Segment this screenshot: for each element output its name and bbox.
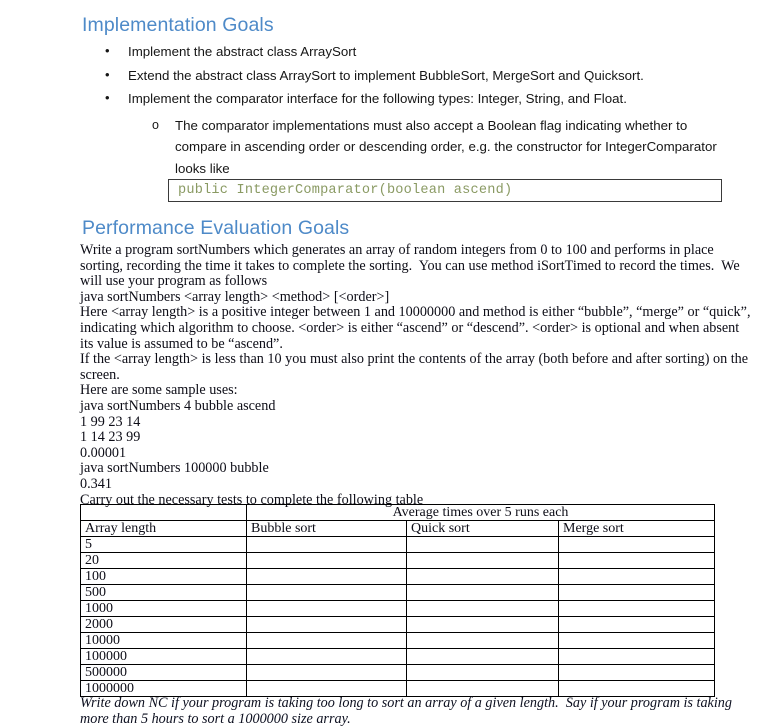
table-column-header-bubble-sort: Bubble sort: [247, 521, 407, 537]
list-item: [81, 68, 741, 83]
cell-array-length: 1000: [81, 601, 247, 617]
cell-bubble-sort[interactable]: [247, 553, 407, 569]
body-line: will use your program as follows: [80, 273, 268, 290]
table-cell-empty: [81, 505, 247, 521]
body-line: Here <array length> is a positive integer between 1 and 10000000 and method is either “bubble”, “merge” or “quick”,: [80, 304, 751, 321]
cell-array-length: 500000: [81, 665, 247, 681]
table-row: [81, 633, 715, 649]
table-row: [81, 553, 715, 569]
sub-list-item: [81, 115, 741, 180]
performance-body-text: [80, 242, 751, 508]
cell-bubble-sort[interactable]: [247, 633, 407, 649]
cell-quick-sort[interactable]: [407, 617, 559, 633]
cell-merge-sort[interactable]: [559, 649, 715, 665]
bullet-circle-icon: o: [152, 117, 159, 132]
cell-bubble-sort[interactable]: [247, 601, 407, 617]
average-times-table: [80, 504, 715, 697]
body-line: sorting, recording the time it takes to complete the sorting. You can use method iSortTimed to record the times. We: [80, 257, 740, 274]
cell-quick-sort[interactable]: [407, 665, 559, 681]
cell-quick-sort[interactable]: [407, 633, 559, 649]
list-item-label: Implement the comparator interface for the following types: Integer, String, and Float.: [128, 91, 627, 106]
body-line: 0.341: [80, 475, 112, 492]
body-line: screen.: [80, 366, 120, 383]
body-line: 1 14 23 99: [80, 429, 141, 446]
table-row: [81, 569, 715, 585]
table-column-header-merge-sort: Merge sort: [559, 521, 715, 537]
cell-merge-sort[interactable]: [559, 665, 715, 681]
cell-merge-sort[interactable]: [559, 585, 715, 601]
table-row: [81, 537, 715, 553]
table-row: [81, 601, 715, 617]
cell-merge-sort[interactable]: [559, 617, 715, 633]
cell-bubble-sort[interactable]: [247, 617, 407, 633]
list-item-label: Implement the abstract class ArraySort: [128, 44, 357, 59]
list-item: [81, 44, 741, 59]
cell-quick-sort[interactable]: [407, 569, 559, 585]
body-line: indicating which algorithm to choose. <order> is either “ascend” or “descend”. <order> is optional and when absent: [80, 319, 740, 336]
cell-array-length: 1000000: [81, 681, 247, 697]
cell-array-length: 100: [81, 569, 247, 585]
body-line: Here are some sample uses:: [80, 382, 238, 399]
footer-line: more than 5 hours to sort a 1000000 size array.: [80, 710, 351, 727]
cell-array-length: 500: [81, 585, 247, 601]
table-row: [81, 649, 715, 665]
cell-quick-sort[interactable]: [407, 601, 559, 617]
sub-list-item-label: The comparator implementations must also accept a Boolean flag indicating whether to compare in ascending order or descending order, e.g. the constructor for IntegerComparator looks like: [175, 117, 717, 176]
table-row: [81, 665, 715, 681]
table-row-group-header: [81, 505, 715, 521]
body-line: java sortNumbers 4 bubble ascend: [80, 397, 276, 414]
list-item-label: Extend the abstract class ArraySort to implement BubbleSort, MergeSort and Quicksort.: [128, 67, 644, 83]
cell-quick-sort[interactable]: [407, 649, 559, 665]
cell-merge-sort[interactable]: [559, 633, 715, 649]
body-line: If the <array length> is less than 10 you must also print the contents of the array (both before and after sorting) on the: [80, 351, 749, 368]
table-group-header-label: Average times over 5 runs each: [247, 505, 715, 521]
results-table-wrapper: [80, 504, 715, 697]
body-line: 1 99 23 14: [80, 413, 141, 430]
cell-bubble-sort[interactable]: [247, 569, 407, 585]
body-line: Write a program sortNumbers which generates an array of random integers from 0 to 100 and performs in place: [80, 242, 714, 258]
cell-bubble-sort[interactable]: [247, 649, 407, 665]
table-body: [81, 537, 715, 697]
cell-array-length: 20: [81, 553, 247, 569]
cell-bubble-sort[interactable]: [247, 665, 407, 681]
table-row: [81, 617, 715, 633]
table-column-header-array-length: Array length: [81, 521, 247, 537]
cell-array-length: 5: [81, 537, 247, 553]
table-row: [81, 585, 715, 601]
code-snippet-box: public IntegerComparator(boolean ascend): [168, 179, 722, 202]
body-line: java sortNumbers 100000 bubble: [80, 460, 269, 477]
performance-evaluation-goals-heading: Performance Evaluation Goals: [82, 217, 350, 239]
cell-merge-sort[interactable]: [559, 569, 715, 585]
cell-quick-sort[interactable]: [407, 585, 559, 601]
table-row-column-headers: [81, 521, 715, 537]
body-line: java sortNumbers <array length> <method> [<order>]: [80, 288, 390, 305]
body-line: Carry out the necessary tests to complete the following table: [80, 491, 424, 508]
cell-quick-sort[interactable]: [407, 537, 559, 553]
implementation-goals-heading: Implementation Goals: [82, 14, 274, 36]
cell-quick-sort[interactable]: [407, 553, 559, 569]
footer-note: [80, 695, 732, 727]
cell-merge-sort[interactable]: [559, 553, 715, 569]
bullet-dot-icon: •: [105, 66, 110, 82]
cell-bubble-sort[interactable]: [247, 585, 407, 601]
table-column-header-quick-sort: Quick sort: [407, 521, 559, 537]
body-line: 0.00001: [80, 444, 127, 461]
bullet-dot-icon: •: [105, 90, 110, 105]
bullet-dot-icon: •: [105, 43, 110, 58]
table-header: [81, 505, 715, 537]
footer-line: Write down NC if your program is taking too long to sort an array of a given length. Say if your program is taking: [80, 695, 732, 711]
cell-array-length: 10000: [81, 633, 247, 649]
cell-bubble-sort[interactable]: [247, 537, 407, 553]
cell-array-length: 100000: [81, 649, 247, 665]
cell-merge-sort[interactable]: [559, 537, 715, 553]
cell-merge-sort[interactable]: [559, 601, 715, 617]
list-item: [81, 91, 741, 106]
cell-array-length: 2000: [81, 617, 247, 633]
body-line: its value is assumed to be “ascend”.: [80, 335, 283, 352]
implementation-bullet-list: [81, 44, 741, 179]
